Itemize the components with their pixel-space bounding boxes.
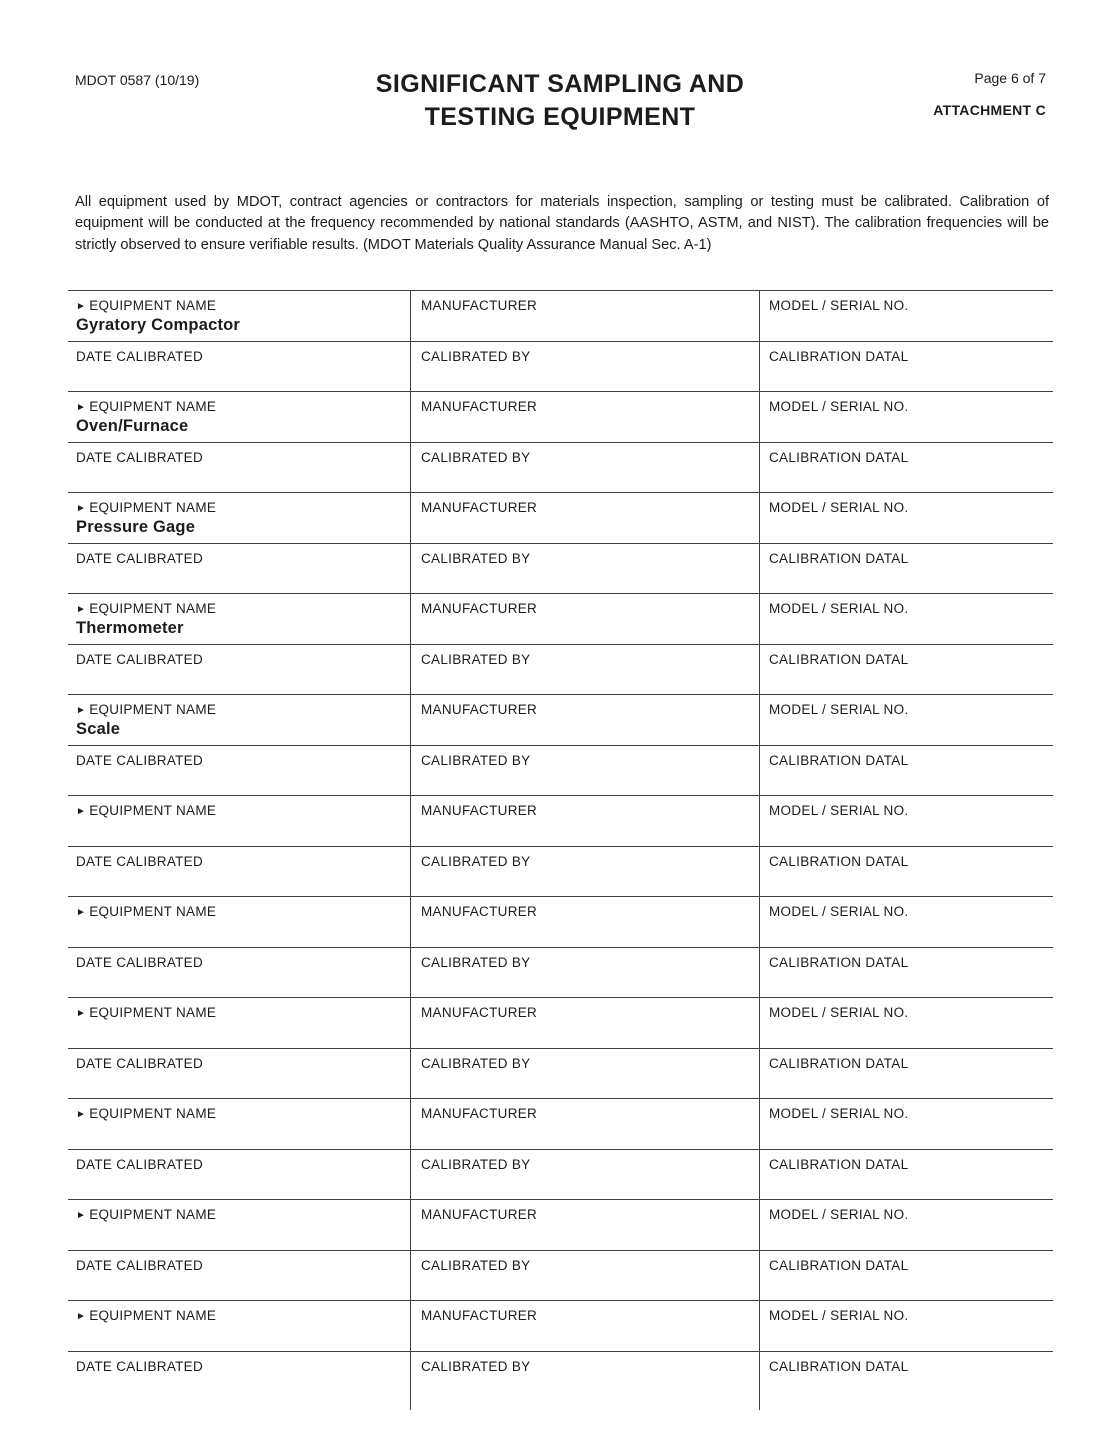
model-serial-label: MODEL / SERIAL NO. (769, 1207, 909, 1222)
equipment-name-row (68, 1301, 1053, 1352)
equipment-name-label: EQUIPMENT NAME (89, 803, 217, 818)
calibrated-by-cell (410, 342, 759, 392)
calibrated-by-label: CALIBRATED BY (421, 1156, 531, 1172)
manufacturer-label: MANUFACTURER (421, 1207, 538, 1222)
date-calibrated-label: DATE CALIBRATED (76, 348, 204, 364)
equipment-name-label: EQUIPMENT NAME (89, 702, 217, 717)
calibrated-by-label: CALIBRATED BY (421, 1358, 531, 1374)
equipment-name-row (68, 796, 1053, 847)
calibration-data-cell (759, 1150, 1053, 1200)
equipment-name-value (76, 922, 402, 942)
manufacturer-cell (410, 695, 759, 745)
equipment-name-value: Thermometer (76, 619, 184, 637)
manufacturer-cell (410, 291, 759, 341)
date-calibrated-label: DATE CALIBRATED (76, 1257, 204, 1273)
arrow-right-icon: ► (76, 1109, 87, 1120)
equipment-name-value: Scale (76, 720, 121, 738)
equipment-name-label: EQUIPMENT NAME (89, 1106, 217, 1121)
calibration-row (68, 746, 1053, 797)
model-serial-label: MODEL / SERIAL NO. (769, 1308, 909, 1323)
manufacturer-cell (410, 796, 759, 846)
equipment-name-value (76, 1326, 402, 1346)
page-number: Page 6 of 7 (974, 70, 1046, 86)
date-calibrated-cell (68, 948, 410, 998)
calibrated-by-label: CALIBRATED BY (421, 550, 531, 566)
attachment-label: ATTACHMENT C (933, 102, 1046, 118)
equipment-name-cell (68, 998, 410, 1048)
calibrated-by-label: CALIBRATED BY (421, 651, 531, 667)
date-calibrated-cell (68, 544, 410, 594)
calibrated-by-cell (410, 443, 759, 493)
date-calibrated-cell (68, 1049, 410, 1099)
model-serial-cell (759, 998, 1053, 1048)
date-calibrated-cell (68, 1150, 410, 1200)
calibrated-by-cell (410, 1049, 759, 1099)
equipment-name-cell (68, 796, 410, 846)
manufacturer-cell (410, 392, 759, 442)
date-calibrated-label: DATE CALIBRATED (76, 550, 204, 566)
model-serial-label: MODEL / SERIAL NO. (769, 298, 909, 313)
model-serial-label: MODEL / SERIAL NO. (769, 399, 909, 414)
arrow-right-icon: ► (76, 604, 87, 615)
equipment-name-value: Gyratory Compactor (76, 316, 241, 334)
calibration-data-label: CALIBRATION DATAL (769, 1257, 909, 1273)
date-calibrated-label: DATE CALIBRATED (76, 1055, 204, 1071)
calibration-data-cell (759, 1049, 1053, 1099)
model-serial-label: MODEL / SERIAL NO. (769, 702, 909, 717)
equipment-name-row (68, 594, 1053, 645)
calibrated-by-label: CALIBRATED BY (421, 449, 531, 465)
equipment-name-label: EQUIPMENT NAME (89, 1207, 217, 1222)
model-serial-label: MODEL / SERIAL NO. (769, 803, 909, 818)
calibration-data-cell (759, 342, 1053, 392)
date-calibrated-cell (68, 847, 410, 897)
form-number: MDOT 0587 (10/19) (75, 72, 200, 88)
equipment-name-label: EQUIPMENT NAME (89, 601, 217, 616)
equipment-name-label: EQUIPMENT NAME (89, 298, 217, 313)
date-calibrated-cell (68, 1352, 410, 1410)
equipment-name-label: EQUIPMENT NAME (89, 500, 217, 515)
calibrated-by-label: CALIBRATED BY (421, 348, 531, 364)
equipment-name-label: EQUIPMENT NAME (89, 904, 217, 919)
calibration-row (68, 1150, 1053, 1201)
equipment-name-value: Oven/Furnace (76, 417, 189, 435)
date-calibrated-label: DATE CALIBRATED (76, 1156, 204, 1172)
arrow-right-icon: ► (76, 301, 87, 312)
intro-paragraph: All equipment used by MDOT, contract agencies or contractors for materials inspection, sampling or testing must be calibrated. Calibration of equipment will be conducted at the frequency recommended by national standards (AASHTO, ASTM, and NIST). The calibration frequencies will be strictly observed to ensure verifiable results. (MDOT Materials Quality Assurance Manual Sec. A-1) (75, 193, 1049, 253)
arrow-right-icon: ► (76, 1008, 87, 1019)
arrow-right-icon: ► (76, 1311, 87, 1322)
calibrated-by-label: CALIBRATED BY (421, 752, 531, 768)
model-serial-cell (759, 695, 1053, 745)
equipment-name-cell (68, 1301, 410, 1351)
calibration-data-cell (759, 847, 1053, 897)
equipment-name-value (76, 821, 402, 841)
model-serial-cell (759, 392, 1053, 442)
calibrated-by-cell (410, 544, 759, 594)
arrow-right-icon: ► (76, 705, 87, 716)
equipment-name-cell (68, 1099, 410, 1149)
manufacturer-cell (410, 998, 759, 1048)
date-calibrated-cell (68, 342, 410, 392)
manufacturer-label: MANUFACTURER (421, 399, 538, 414)
equipment-table (68, 290, 1053, 1410)
equipment-name-cell (68, 695, 410, 745)
model-serial-label: MODEL / SERIAL NO. (769, 1005, 909, 1020)
calibration-data-label: CALIBRATION DATAL (769, 1358, 909, 1374)
manufacturer-label: MANUFACTURER (421, 803, 538, 818)
calibrated-by-cell (410, 746, 759, 796)
calibration-data-label: CALIBRATION DATAL (769, 550, 909, 566)
calibration-data-cell (759, 544, 1053, 594)
calibration-row (68, 443, 1053, 494)
model-serial-label: MODEL / SERIAL NO. (769, 904, 909, 919)
calibrated-by-cell (410, 948, 759, 998)
calibration-row (68, 544, 1053, 595)
calibration-data-cell (759, 645, 1053, 695)
calibration-row (68, 342, 1053, 393)
calibration-row (68, 948, 1053, 999)
date-calibrated-label: DATE CALIBRATED (76, 752, 204, 768)
calibration-row (68, 847, 1053, 898)
equipment-name-label: EQUIPMENT NAME (89, 1005, 217, 1020)
date-calibrated-cell (68, 1251, 410, 1301)
calibration-data-label: CALIBRATION DATAL (769, 651, 909, 667)
model-serial-cell (759, 897, 1053, 947)
model-serial-label: MODEL / SERIAL NO. (769, 500, 909, 515)
equipment-name-row (68, 392, 1053, 443)
equipment-name-row (68, 998, 1053, 1049)
calibration-data-cell (759, 948, 1053, 998)
calibration-data-label: CALIBRATION DATAL (769, 954, 909, 970)
manufacturer-cell (410, 493, 759, 543)
model-serial-cell (759, 1301, 1053, 1351)
manufacturer-cell (410, 594, 759, 644)
equipment-name-value (76, 1225, 402, 1245)
equipment-name-row (68, 897, 1053, 948)
equipment-name-row (68, 493, 1053, 544)
manufacturer-label: MANUFACTURER (421, 500, 538, 515)
equipment-name-value (76, 1023, 402, 1043)
page-info (933, 70, 1046, 118)
equipment-name-row (68, 291, 1053, 342)
equipment-name-row (68, 695, 1053, 746)
calibration-row (68, 645, 1053, 696)
calibrated-by-cell (410, 1251, 759, 1301)
date-calibrated-cell (68, 443, 410, 493)
calibration-row (68, 1049, 1053, 1100)
calibration-data-label: CALIBRATION DATAL (769, 1055, 909, 1071)
equipment-name-label: EQUIPMENT NAME (89, 399, 217, 414)
calibration-data-cell (759, 1251, 1053, 1301)
model-serial-cell (759, 291, 1053, 341)
calibration-data-label: CALIBRATION DATAL (769, 752, 909, 768)
equipment-name-row (68, 1200, 1053, 1251)
calibration-data-cell (759, 746, 1053, 796)
equipment-name-cell (68, 1200, 410, 1250)
calibration-row (68, 1352, 1053, 1410)
date-calibrated-label: DATE CALIBRATED (76, 1358, 204, 1374)
equipment-name-cell (68, 392, 410, 442)
manufacturer-cell (410, 897, 759, 947)
calibrated-by-cell (410, 1352, 759, 1410)
calibrated-by-label: CALIBRATED BY (421, 954, 531, 970)
equipment-name-label: EQUIPMENT NAME (89, 1308, 217, 1323)
calibration-data-label: CALIBRATION DATAL (769, 348, 909, 364)
manufacturer-label: MANUFACTURER (421, 904, 538, 919)
arrow-right-icon: ► (76, 503, 87, 514)
model-serial-cell (759, 594, 1053, 644)
calibration-data-cell (759, 443, 1053, 493)
manufacturer-label: MANUFACTURER (421, 702, 538, 717)
equipment-name-cell (68, 291, 410, 341)
calibration-data-label: CALIBRATION DATAL (769, 1156, 909, 1172)
manufacturer-cell (410, 1200, 759, 1250)
calibration-data-label: CALIBRATION DATAL (769, 853, 909, 869)
manufacturer-cell (410, 1099, 759, 1149)
arrow-right-icon: ► (76, 806, 87, 817)
date-calibrated-label: DATE CALIBRATED (76, 853, 204, 869)
calibrated-by-cell (410, 847, 759, 897)
manufacturer-label: MANUFACTURER (421, 601, 538, 616)
manufacturer-label: MANUFACTURER (421, 1005, 538, 1020)
calibrated-by-label: CALIBRATED BY (421, 853, 531, 869)
manufacturer-label: MANUFACTURER (421, 298, 538, 313)
model-serial-cell (759, 796, 1053, 846)
model-serial-cell (759, 1099, 1053, 1149)
date-calibrated-label: DATE CALIBRATED (76, 651, 204, 667)
page-title-line1: SIGNIFICANT SAMPLING AND (375, 70, 745, 98)
calibration-row (68, 1251, 1053, 1302)
arrow-right-icon: ► (76, 1210, 87, 1221)
manufacturer-label: MANUFACTURER (421, 1106, 538, 1121)
date-calibrated-cell (68, 746, 410, 796)
manufacturer-cell (410, 1301, 759, 1351)
date-calibrated-label: DATE CALIBRATED (76, 449, 204, 465)
calibrated-by-label: CALIBRATED BY (421, 1055, 531, 1071)
model-serial-label: MODEL / SERIAL NO. (769, 1106, 909, 1121)
calibration-data-label: CALIBRATION DATAL (769, 449, 909, 465)
equipment-name-value (76, 1124, 402, 1144)
model-serial-cell (759, 1200, 1053, 1250)
date-calibrated-label: DATE CALIBRATED (76, 954, 204, 970)
equipment-name-row (68, 1099, 1053, 1150)
calibrated-by-label: CALIBRATED BY (421, 1257, 531, 1273)
calibrated-by-cell (410, 1150, 759, 1200)
page-title-line2: TESTING EQUIPMENT (424, 103, 696, 131)
model-serial-cell (759, 493, 1053, 543)
manufacturer-label: MANUFACTURER (421, 1308, 538, 1323)
equipment-name-cell (68, 493, 410, 543)
arrow-right-icon: ► (76, 402, 87, 413)
model-serial-label: MODEL / SERIAL NO. (769, 601, 909, 616)
calibration-data-cell (759, 1352, 1053, 1410)
equipment-name-value: Pressure Gage (76, 518, 196, 536)
calibrated-by-cell (410, 645, 759, 695)
date-calibrated-cell (68, 645, 410, 695)
arrow-right-icon: ► (76, 907, 87, 918)
equipment-name-cell (68, 897, 410, 947)
equipment-name-cell (68, 594, 410, 644)
